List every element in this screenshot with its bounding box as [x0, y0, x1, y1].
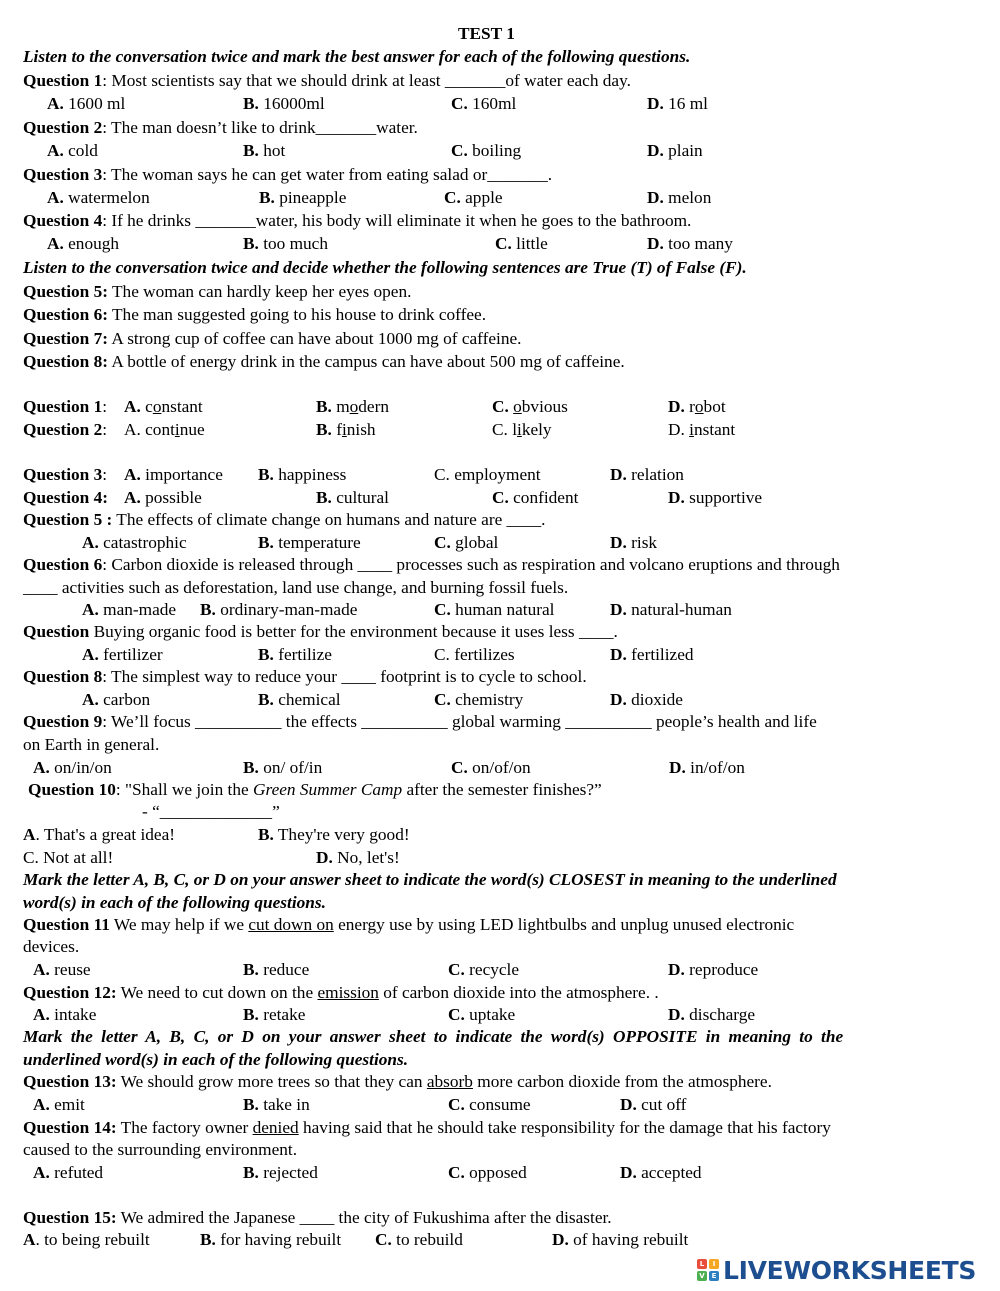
option-c[interactable]: C. 160ml: [451, 94, 517, 113]
option-b[interactable]: B. They're very good!: [258, 825, 410, 844]
option-d[interactable]: D. relation: [610, 465, 684, 484]
instruction-closest: Mark the letter A, B, C, or D on your answer sheet to indicate the word(s) CLOSEST in meaning to the underlined: [23, 870, 837, 889]
option-d[interactable]: D. risk: [610, 533, 658, 552]
option-d[interactable]: D. reproduce: [668, 960, 759, 979]
option-c[interactable]: C. global: [434, 533, 499, 552]
option-c[interactable]: C. fertilizes: [434, 645, 515, 664]
option-c[interactable]: C. uptake: [448, 1005, 516, 1024]
option-a[interactable]: A. continue: [124, 420, 205, 439]
instruction-true-false: Listen to the conversation twice and decide whether the following sentences are True (T) of False (F).: [23, 258, 747, 277]
option-b[interactable]: B. for having rebuilt: [200, 1230, 342, 1249]
option-d[interactable]: D. instant: [668, 420, 736, 439]
option-a[interactable]: A. to being rebuilt: [23, 1230, 150, 1249]
option-a[interactable]: A. watermelon: [47, 188, 150, 207]
question-6: Question 6: Carbon dioxide is released through ____ processes such as respiration and volcano eruptions and through: [23, 555, 840, 574]
option-d[interactable]: D. cut off: [620, 1095, 687, 1114]
option-b[interactable]: B. finish: [316, 420, 376, 439]
option-d[interactable]: D. in/of/on: [669, 758, 745, 777]
option-d[interactable]: D. supportive: [668, 488, 763, 507]
option-c[interactable]: C. on/of/on: [451, 758, 531, 777]
option-b[interactable]: B. happiness: [258, 465, 347, 484]
question-4: Question 4: If he drinks _______water, his body will eliminate it when he goes to the bathroom.: [23, 211, 692, 230]
option-b[interactable]: B. 16000ml: [243, 94, 325, 113]
option-c[interactable]: C. chemistry: [434, 690, 524, 709]
question-13: Question 13: We should grow more trees so that they can absorb more carbon dioxide from the atmosphere.: [23, 1072, 772, 1091]
option-b[interactable]: B. retake: [243, 1005, 306, 1024]
tf-question-5: Question 5: The woman can hardly keep her eyes open.: [23, 282, 412, 301]
option-a[interactable]: A. possible: [124, 488, 202, 507]
option-d[interactable]: D. discharge: [668, 1005, 756, 1024]
option-c[interactable]: C. little: [495, 234, 548, 253]
question-15: Question 15: We admired the Japanese ____ the city of Fukushima after the disaster.: [23, 1208, 612, 1227]
question-9-cont: on Earth in general.: [23, 735, 160, 754]
liveworksheets-logo[interactable]: [697, 1256, 976, 1284]
option-a[interactable]: A. intake: [33, 1005, 97, 1024]
option-a[interactable]: A. That's a great idea!: [23, 825, 176, 844]
option-b[interactable]: B. cultural: [316, 488, 389, 507]
question-11-cont: devices.: [23, 937, 80, 956]
option-b[interactable]: B. too much: [243, 234, 328, 253]
option-b[interactable]: B. take in: [243, 1095, 310, 1114]
logo-block: I: [709, 1259, 719, 1269]
option-a[interactable]: A. cold: [47, 141, 98, 160]
question-2: Question 2: The man doesn’t like to drink_______water.: [23, 118, 418, 137]
option-d[interactable]: D. robot: [668, 397, 726, 416]
option-b[interactable]: B. pineapple: [259, 188, 347, 207]
instruction-opposite-cont: underlined word(s) in each of the following questions.: [23, 1050, 409, 1069]
option-d[interactable]: D. accepted: [620, 1163, 702, 1182]
option-a[interactable]: A. importance: [124, 465, 223, 484]
option-d[interactable]: D. natural-human: [610, 600, 732, 619]
question-1: Question 1: Most scientists say that we should drink at least _______of water each day.: [23, 71, 631, 90]
logo-text: LIVEWORKSHEETS: [723, 1255, 977, 1285]
option-c[interactable]: C. employment: [434, 465, 541, 484]
option-a[interactable]: A. 1600 ml: [47, 94, 126, 113]
option-a[interactable]: A. carbon: [82, 690, 151, 709]
tf-question-7: Question 7: A strong cup of coffee can have about 1000 mg of caffeine.: [23, 329, 522, 348]
option-c[interactable]: C. boiling: [451, 141, 522, 160]
option-c[interactable]: C. to rebuild: [375, 1230, 463, 1249]
question-7: Question Buying organic food is better for the environment because it uses less ____.: [23, 622, 618, 641]
option-d[interactable]: D. too many: [647, 234, 733, 253]
option-d[interactable]: D. melon: [647, 188, 712, 207]
option-c[interactable]: C. human natural: [434, 600, 555, 619]
instruction-listening-mc: Listen to the conversation twice and mark the best answer for each of the following questions.: [23, 47, 691, 66]
option-a[interactable]: A. catastrophic: [82, 533, 187, 552]
question-10: Question 10: "Shall we join the Green Summer Camp after the semester finishes?”: [28, 780, 602, 799]
option-c[interactable]: C. consume: [448, 1095, 531, 1114]
option-d[interactable]: D. of having rebuilt: [552, 1230, 689, 1249]
option-b[interactable]: B. on/ of/in: [243, 758, 323, 777]
option-d[interactable]: D. dioxide: [610, 690, 683, 709]
question-9: Question 9: We’ll focus __________ the effects __________ global warming __________ people’s health and life: [23, 712, 817, 731]
tf-question-6: Question 6: The man suggested going to his house to drink coffee.: [23, 305, 487, 324]
option-c[interactable]: C. Not at all!: [23, 848, 114, 867]
option-d[interactable]: D. 16 ml: [647, 94, 708, 113]
option-d[interactable]: D. fertilized: [610, 645, 694, 664]
question-14-cont: caused to the surrounding environment.: [23, 1140, 298, 1159]
option-a[interactable]: A. enough: [47, 234, 120, 253]
option-c[interactable]: C. opposed: [448, 1163, 527, 1182]
pron-question-2-label: Question 2:: [23, 420, 108, 439]
page-title: TEST 1: [458, 24, 515, 43]
option-a[interactable]: A. fertilizer: [82, 645, 163, 664]
option-b[interactable]: B. reduce: [243, 960, 310, 979]
option-c[interactable]: C. apple: [444, 188, 503, 207]
question-14: Question 14: The factory owner denied having said that he should take responsibility for the damage that his factory: [23, 1118, 831, 1137]
question-12: Question 12: We need to cut down on the emission of carbon dioxide into the atmosphere. .: [23, 983, 659, 1002]
pron-question-1-label: Question 1:: [23, 397, 108, 416]
option-a[interactable]: A. emit: [33, 1095, 85, 1114]
logo-block: E: [709, 1271, 719, 1281]
option-b[interactable]: B. ordinary-man-made: [200, 600, 358, 619]
option-b[interactable]: B. modern: [316, 397, 389, 416]
option-b[interactable]: B. temperature: [258, 533, 361, 552]
stress-question-3-label: Question 3:: [23, 465, 108, 484]
question-8: Question 8: The simplest way to reduce your ____ footprint is to cycle to school.: [23, 667, 587, 686]
option-c[interactable]: C. obvious: [492, 397, 568, 416]
logo-mark-icon: [697, 1259, 719, 1281]
option-b[interactable]: B. rejected: [243, 1163, 318, 1182]
question-11: Question 11 We may help if we cut down on energy use by using LED lightbulbs and unplug unused electronic: [23, 915, 795, 934]
question-5: Question 5 : The effects of climate change on humans and nature are ____.: [23, 510, 546, 529]
option-a[interactable]: A. refuted: [33, 1163, 104, 1182]
option-d[interactable]: D. plain: [647, 141, 703, 160]
option-c[interactable]: C. recycle: [448, 960, 520, 979]
option-c[interactable]: C. confident: [492, 488, 579, 507]
option-d[interactable]: D. No, let's!: [316, 848, 400, 867]
question-10-reply: - “_____________”: [142, 802, 280, 821]
instruction-opposite: Mark the letter A, B, C, or D on your answer sheet to indicate the word(s) OPPOSITE in meaning to the: [23, 1027, 844, 1046]
logo-block: L: [697, 1259, 707, 1269]
option-a[interactable]: A. constant: [124, 397, 203, 416]
instruction-closest-cont: word(s) in each of the following questions.: [23, 893, 326, 912]
option-b[interactable]: B. chemical: [258, 690, 341, 709]
option-b[interactable]: B. fertilize: [258, 645, 332, 664]
question-6-cont: ____ activities such as deforestation, land use change, and burning fossil fuels.: [23, 578, 569, 597]
option-c[interactable]: C. likely: [492, 420, 552, 439]
option-a[interactable]: A. reuse: [33, 960, 91, 979]
tf-question-8: Question 8: A bottle of energy drink in the campus can have about 500 mg of caffeine.: [23, 352, 625, 371]
option-a[interactable]: A. on/in/on: [33, 758, 112, 777]
option-a[interactable]: A. man-made: [82, 600, 177, 619]
logo-block: V: [697, 1271, 707, 1281]
option-b[interactable]: B. hot: [243, 141, 286, 160]
question-3: Question 3: The woman says he can get water from eating salad or_______.: [23, 165, 553, 184]
stress-question-4-label: Question 4:: [23, 488, 108, 507]
